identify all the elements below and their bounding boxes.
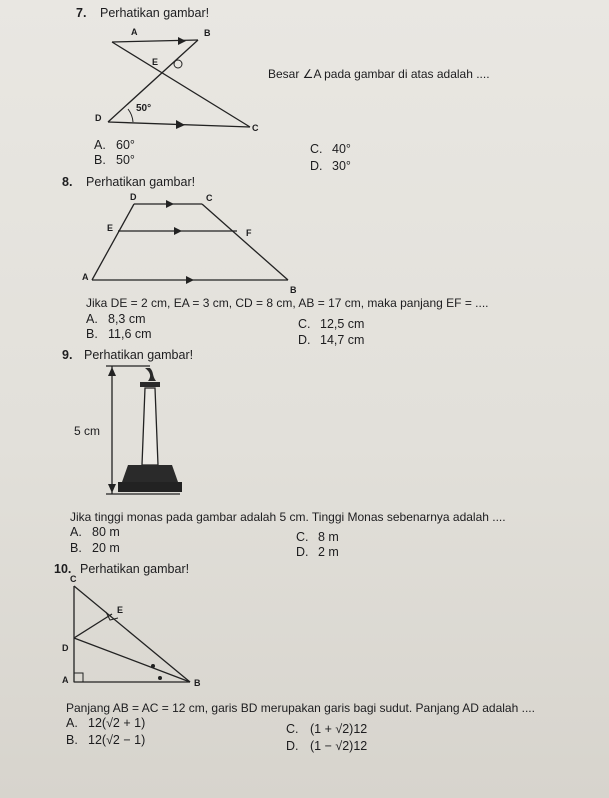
q8-option-D-letter: D. [298,333,311,347]
q8-option-A-letter: A. [86,312,98,326]
q7-option-A-value[interactable]: 60° [116,138,135,152]
q7-label-C: C [252,123,259,133]
q10-option-B-value[interactable]: 12(√2 − 1) [88,733,146,747]
q10-angle-mark-1 [151,664,155,668]
q7-label-A: A [131,27,138,37]
q8-option-B-value[interactable]: 11,6 cm [108,327,152,341]
q9-option-C-letter: C. [296,530,309,544]
q9-question: Jika tinggi monas pada gambar adalah 5 cm. Tinggi Monas sebenarnya adalah .... [70,510,506,524]
q7-option-C-value[interactable]: 40° [332,142,351,156]
q8-label-D: D [130,192,137,202]
q10-option-D-value[interactable]: (1 − √2)12 [310,739,368,753]
q8-option-C-value[interactable]: 12,5 cm [320,317,365,331]
q9-option-D-value[interactable]: 2 m [318,545,339,559]
q7-option-B-letter: B. [94,153,106,167]
q7-option-B-value[interactable]: 50° [116,153,135,167]
q10-option-C-letter: C. [286,722,299,736]
q7-label-B: B [204,28,211,38]
q10-line-DB [74,638,190,682]
q10-question: Panjang AB = AC = 12 cm, garis BD merupakan garis bagi sudut. Panjang AD adalah .... [66,701,535,715]
q7-option-A-letter: A. [94,138,106,152]
q10-line-CB [74,586,190,682]
q8-option-A-value[interactable]: 8,3 cm [108,312,146,326]
q8-label-A: A [82,272,89,282]
q9-option-B-value[interactable]: 20 m [92,541,120,555]
q9-title: Perhatikan gambar! [84,348,194,362]
q9-label-height: 5 cm [74,424,101,438]
q8-question: Jika DE = 2 cm, EA = 3 cm, CD = 8 cm, AB = 17 cm, maka panjang EF = .... [86,296,489,310]
q10-option-A-value[interactable]: 12(√2 + 1) [88,716,146,730]
q7-option-D-letter: D. [310,159,323,173]
q9-option-A-letter: A. [70,525,82,539]
q10-option-D-letter: D. [286,739,299,753]
q10-option-A-letter: A. [66,716,78,730]
q7-number: 7. [76,6,87,20]
q8-option-B-letter: B. [86,327,98,341]
q7-option-C-letter: C. [310,142,323,156]
q8-label-E: E [107,223,114,233]
q7-title: Perhatikan gambar! [100,6,210,20]
q9-option-C-value[interactable]: 8 m [318,530,339,544]
q8-option-C-letter: C. [298,317,311,331]
q10-number: 10. [54,562,72,576]
q10-option-B-letter: B. [66,733,78,747]
q7-label-D: D [95,113,102,123]
q9-option-D-letter: D. [296,545,309,559]
q7-label-angle: 50° [136,103,152,114]
q10-right-angle-A [74,673,83,682]
q10-option-C-value[interactable]: (1 + √2)12 [310,722,368,736]
q8-label-C: C [206,193,213,203]
q8-number: 8. [62,175,73,189]
q8-label-B: B [290,285,297,295]
q10-label-E: E [117,605,124,615]
q8-label-F: F [246,228,252,238]
q9-option-B-letter: B. [70,541,82,555]
q10-label-D: D [62,643,69,653]
q10-label-C: C [70,574,77,584]
q7-label-E: E [152,57,159,67]
q8-title: Perhatikan gambar! [86,175,196,189]
q9-option-A-value[interactable]: 80 m [92,525,120,539]
q10-angle-mark-2 [158,676,162,680]
q10-line-DE [74,614,112,638]
q7-question: Besar ∠A pada gambar di atas adalah .... [268,67,490,81]
q10-title: Perhatikan gambar! [80,562,190,576]
q10-label-A: A [62,675,69,685]
q8-option-D-value[interactable]: 14,7 cm [320,333,365,347]
q9-number: 9. [62,348,73,362]
q10-label-B: B [194,678,201,688]
q7-option-D-value[interactable]: 30° [332,159,351,173]
